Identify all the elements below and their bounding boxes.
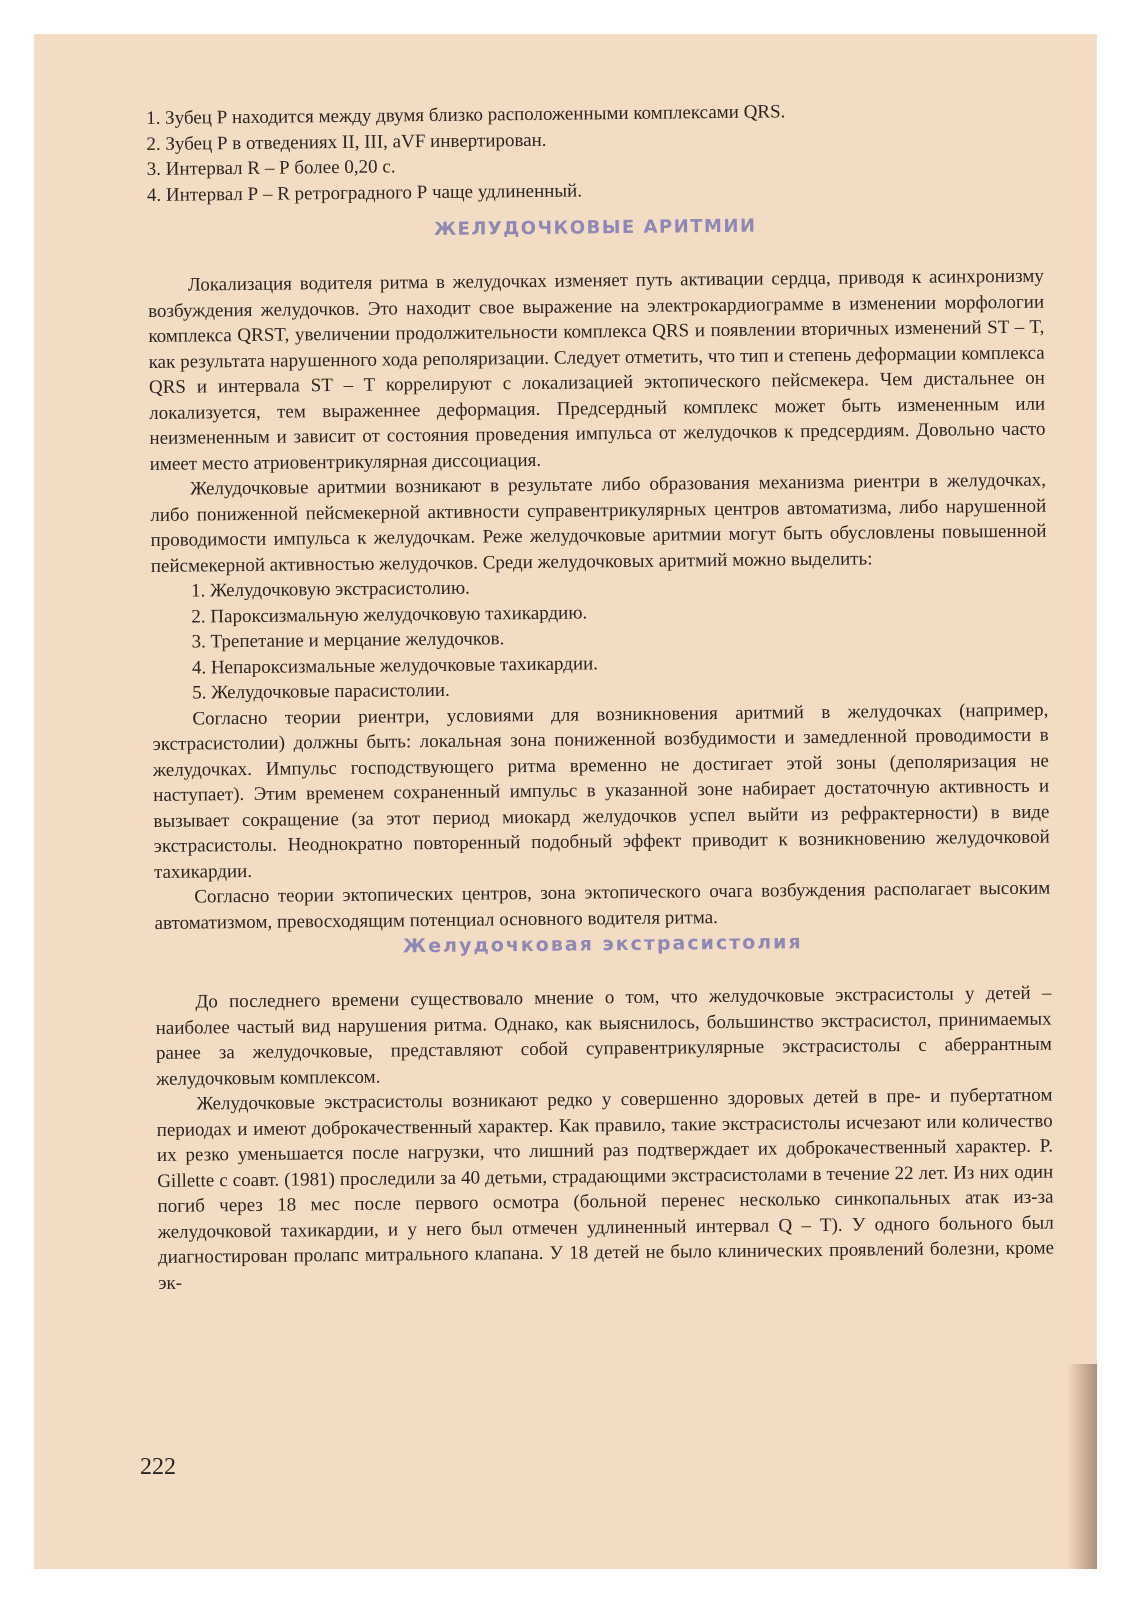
paragraph: Желудочковые аритмии возникают в результате либо образования механизма риентри в желудочках, либо пониженной пейсмекерной активности суправентрикулярных центров автоматизма, либо нарушенной проводимости импульса к желудочкам. Реже желудочковые аритмии могут быть обусловлены повышенной пейсмекерной активностью желудочков. Среди желудочковых аритмий можно выделить:: [150, 469, 1047, 577]
list-item: 1. Желудочковую экстрасистолию.: [190, 577, 470, 602]
paragraph: Согласно теории эктопических центров, зона эктопического очага возбуждения располагает высоким автоматизмом, превосходящим потенциал основного водителя ритма.: [154, 877, 1051, 934]
list-item: 3. Трепетание и мерцание желудочков.: [191, 628, 505, 653]
list-item: 1. Зубец Р находится между двумя близко расположенными комплексами QRS.: [146, 101, 786, 129]
list-item: 5. Желудочковые парасистолии.: [192, 679, 450, 704]
list-item: 2. Пароксизмальную желудочковую тахикардию.: [191, 601, 588, 628]
list-item: 4. Непароксизмальные желудочковые тахикардии.: [191, 652, 599, 679]
list-item: 3. Интервал R – Р более 0,20 с.: [146, 156, 396, 180]
section-heading-ventricular-extrasystole: Желудочковая экстрасистолия: [402, 931, 803, 958]
book-page: [34, 34, 1097, 1569]
section-heading-ventricular-arrhythmias: ЖЕЛУДОЧКОВЫЕ АРИТМИИ: [433, 215, 757, 240]
paragraph: Согласно теории риентри, условиями для возникновения аритмий в желудочках (например, экстрасистолии) должны быть: локальная зона пониженной возбудимости и замедленной проводимости в желудочках. Импульс господствующего ритма временно не достигает этой зоны (деполяризация не наступает). Этим временем сохраненный импульс в указанной зоне набирает достаточную активность и вызывает сокращение (за этот период миокард желудочков успел выйти из рефрактерности) в виде экстрасистолы. Неоднократно повторенный подобный эффект приводит к возникновению желудочковой тахикардии.: [152, 699, 1050, 883]
list-item: 2. Зубец Р в отведениях II, III, aVF инвертирован.: [146, 129, 547, 155]
paragraph: До последнего времени существовало мнение о том, что желудочковые экстрасистолы у детей – наиболее частый вид нарушения ритма. Однако, как выяснилось, большинство экстрасистол, принимаемых ранее за желудочковые, представляют собой суправентрикулярные экстрасистолы с аберрантным желудочковым комплексом.: [155, 982, 1052, 1090]
page-number: 222: [140, 1454, 176, 1480]
top-numbered-list: [146, 97, 1043, 208]
arrhythmia-types-list: [151, 570, 1048, 707]
paragraph: Локализация водителя ритма в желудочках изменяет путь активации сердца, приводя к асинхронизму возбуждения желудочков. Это находит свое выражение на электрокардиограмме в изменении морфологии комплекса QRST, увеличении продолжительности комплекса QRS и появлении вторичных изменений ST – T, как результата нарушенного хода реполяризации. Следует отметить, что тип и степень деформации комплекса QRS и интервала ST – T коррелируют с локализацией эктопического пейсмекера. Чем дистальнее он локализуется, тем выраженнее деформация. Предсердный комплекс может быть измененным или неизмененным и зависит от состояния проведения импульса от желудочков к предсердиям. Довольно часто имеет место атриовентрикулярная диссоциация.: [148, 265, 1046, 475]
list-item: 4. Интервал Р – R ретроградного Р чаще удлиненный.: [146, 179, 583, 206]
paragraph: Желудочковые экстрасистолы возникают редко у совершенно здоровых детей в пре- и пубертатном периодах и имеют доброкачественный характер. Как правило, такие экстрасистолы исчезают или количество их резко уменьшается после нагрузки, что лишний раз подтверждает их доброкачественный характер. P. Gillette с соавт. (1981) проследили за 40 детьми, страдающими экстрасистолами в течение 22 лет. Из них один погиб через 18 мес после первого осмотра (больной перенес несколько синкопальных атак из-за желудочковой тахикардии, и у него был отмечен удлиненный интервал Q – T). У одного больного был диагностирован пролапс митрального клапана. У 18 детей не было клинических проявлений болезни, кроме эк-: [156, 1084, 1055, 1294]
page-text-block: [146, 97, 1054, 1296]
